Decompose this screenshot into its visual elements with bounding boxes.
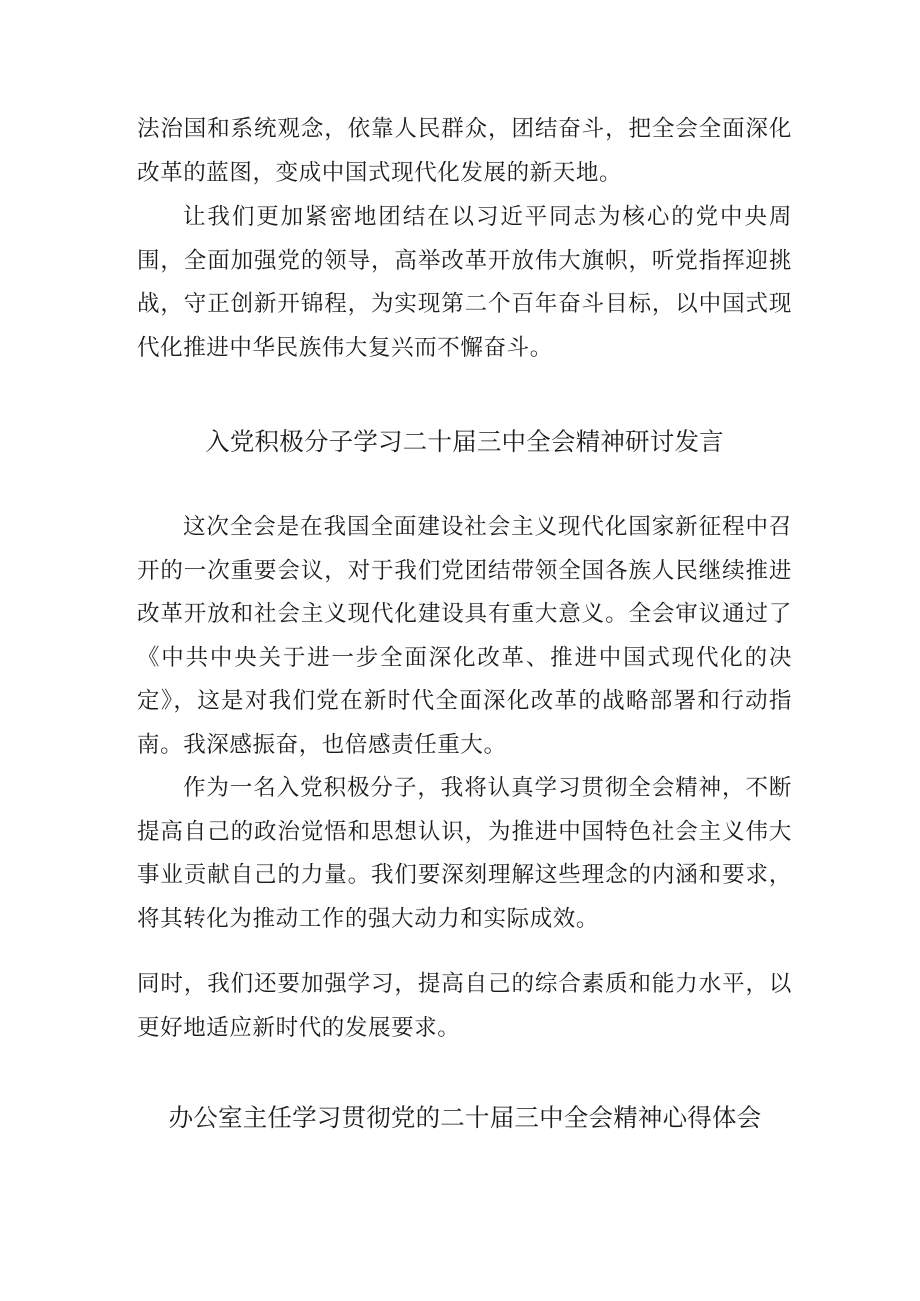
paragraph-study-requirement: 同时，我们还要加强学习，提高自己的综合素质和能力水平，以更好地适应新时代的发展要求。 [137, 971, 792, 1041]
paragraph-plenary-significance: 这次全会是在我国全面建设社会主义现代化国家新征程中召开的一次重要会议，对于我们党团结带领全国各族人民继续推进改革开放和社会主义现代化建设具有重大意义。全会审议通过了《中共中央关于进一步全面深化改革、推进中国式现代化的决定》，这是对我们党在新时代全面深化改革的战略部署和行动指南。我深感振奋，也倍感责任重大。 [137, 514, 792, 758]
paragraph-closing-call: 让我们更加紧密地团结在以习近平同志为核心的党中央周围，全面加强党的领导，高举改革开放伟大旗帜，听党指挥迎挑战，守正创新开锦程，为实现第二个百年奋斗目标，以中国式现代化推进中华民族伟大复兴而不懈奋斗。 [137, 204, 792, 361]
section-heading-office-director: 办公室主任学习贯彻党的二十届三中全会精神心得体会 [168, 1103, 762, 1132]
paragraph-continued: 法治国和系统观念，依靠人民群众，团结奋斗，把全会全面深化改革的蓝图，变成中国式现代化发展的新天地。 [137, 116, 792, 186]
section-heading-activist-speech: 入党积极分子学习二十届三中全会精神研讨发言 [205, 427, 724, 456]
paragraph-activist-commitment: 作为一名入党积极分子，我将认真学习贯彻全会精神，不断提高自己的政治觉悟和思想认识，为推进中国特色社会主义伟大事业贡献自己的力量。我们要深刻理解这些理念的内涵和要求，将其转化为推动工作的强大动力和实际成效。 [137, 775, 792, 932]
